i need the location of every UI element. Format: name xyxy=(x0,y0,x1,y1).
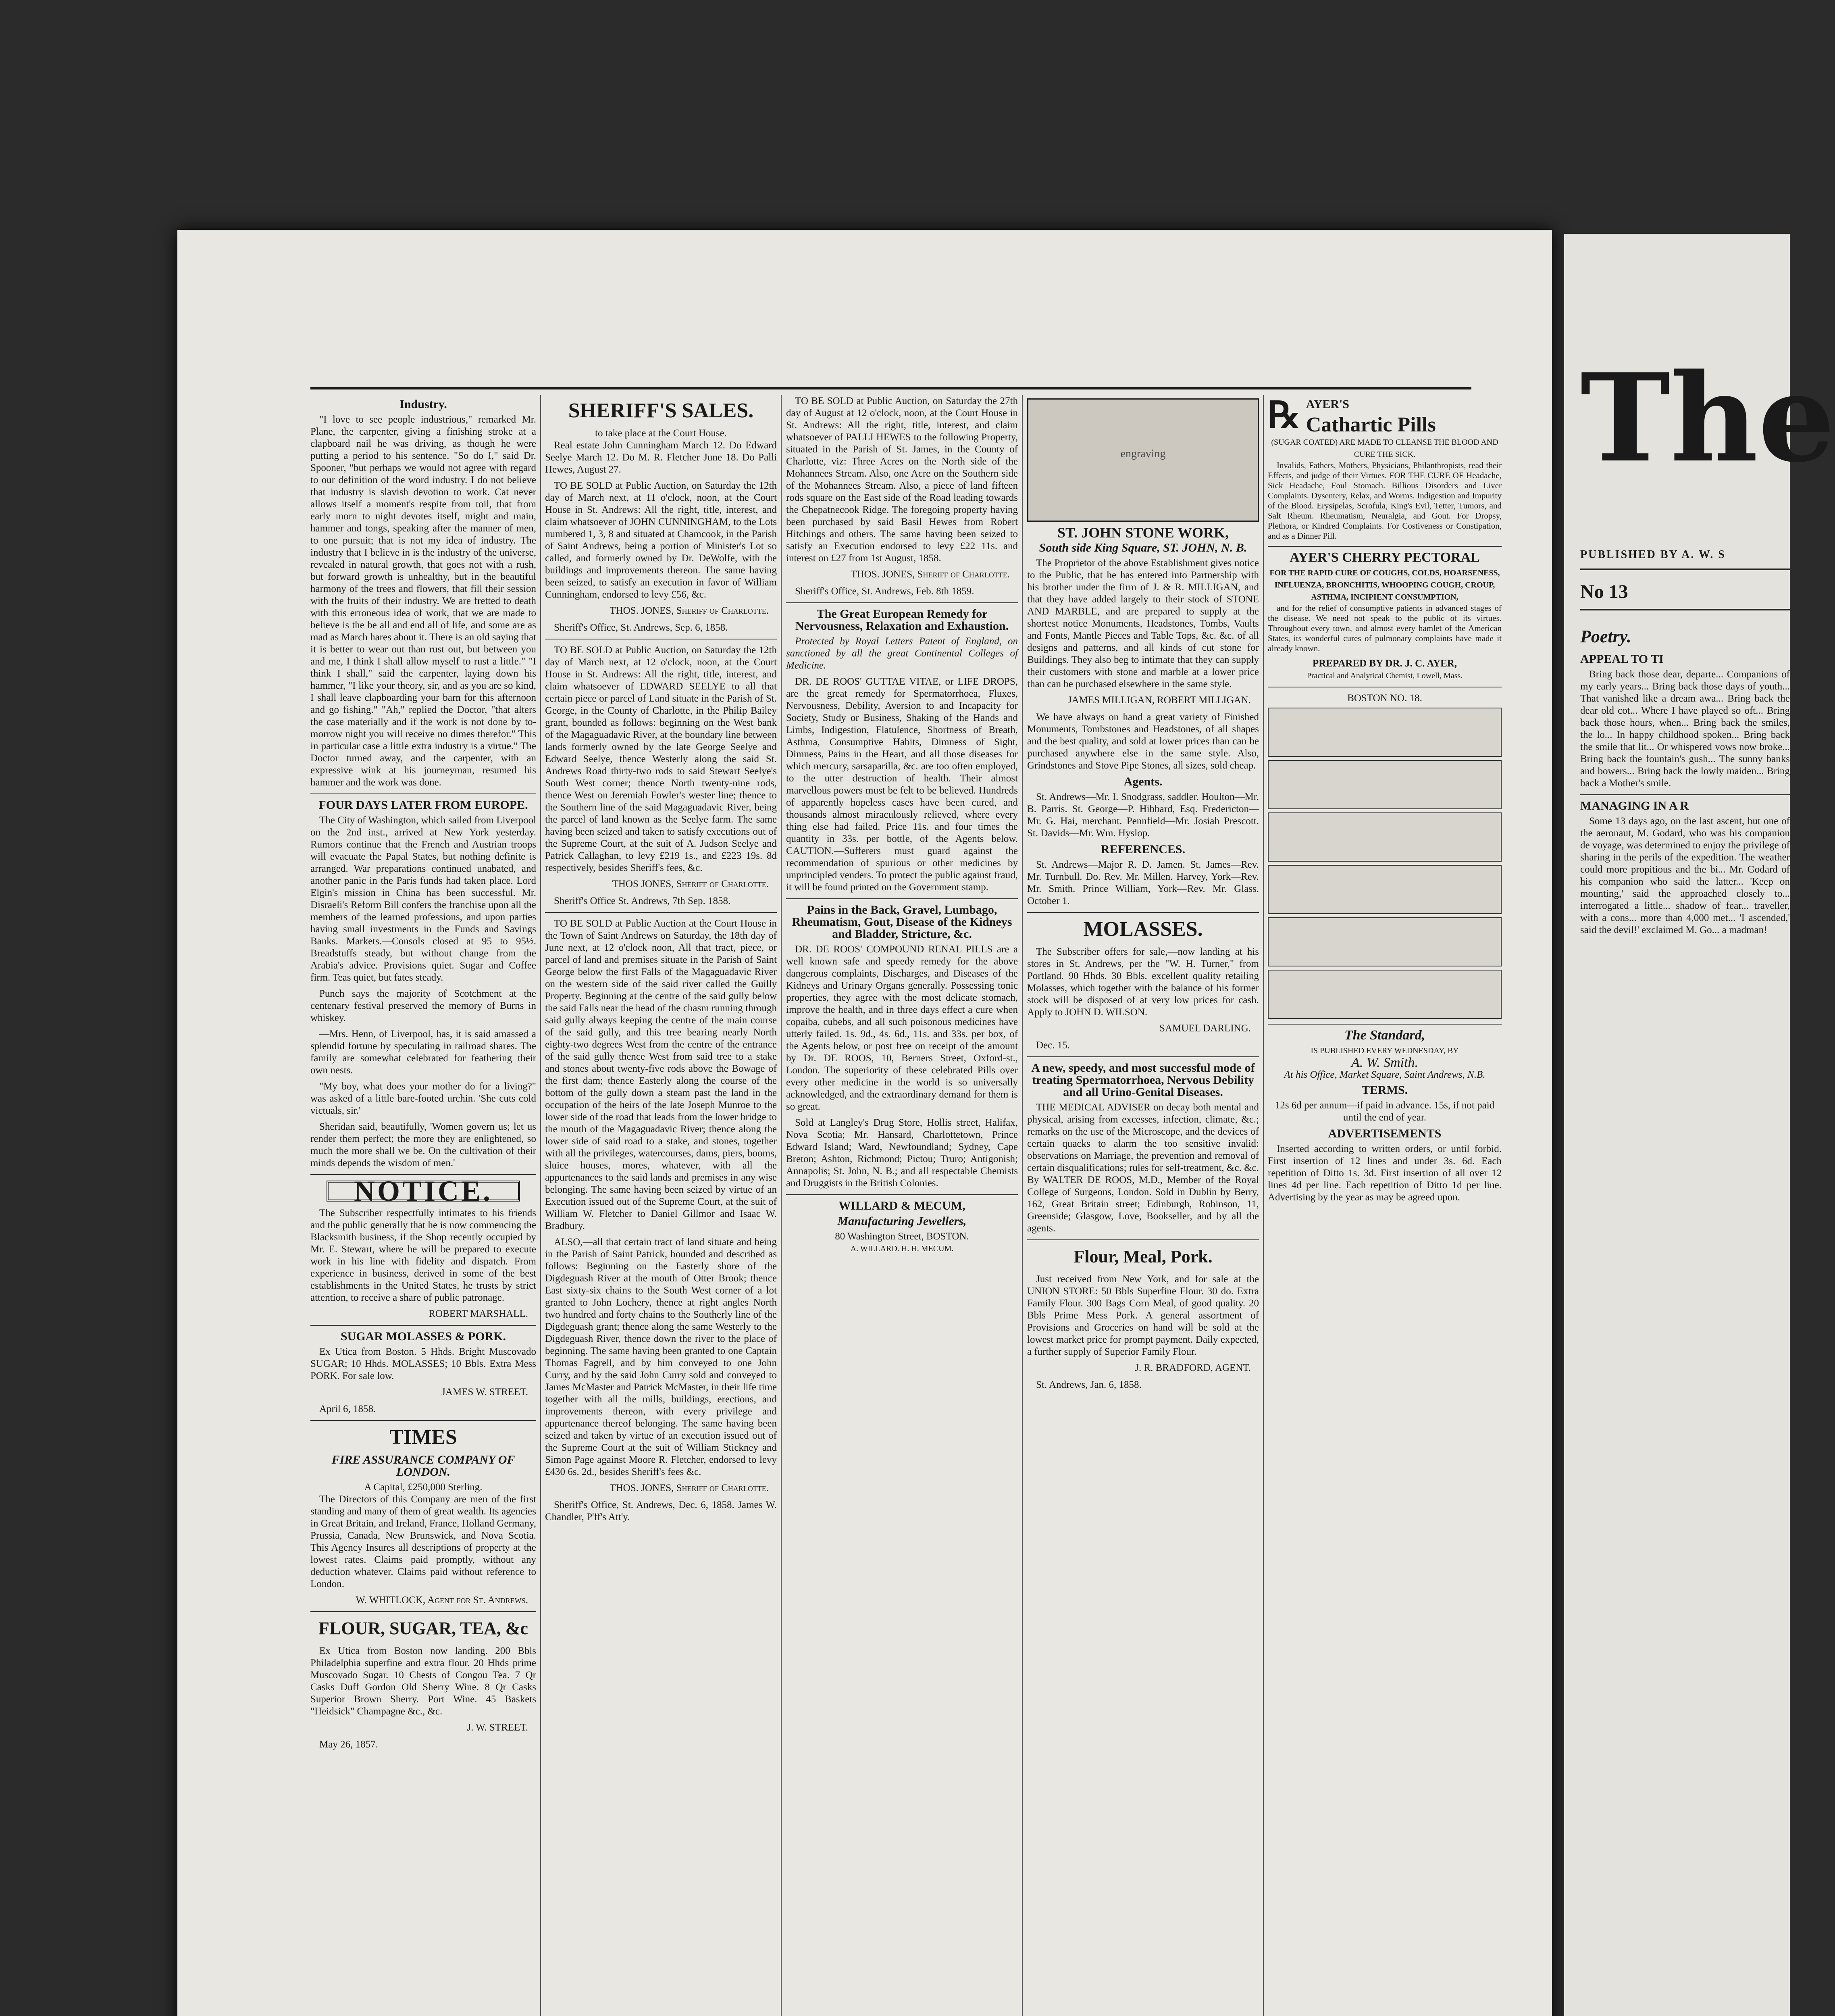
masthead: The xyxy=(1580,347,1835,489)
stonework-signature: JAMES MILLIGAN, ROBERT MILLIGAN. xyxy=(1067,695,1251,706)
divider xyxy=(310,1611,536,1612)
sale-1-date: Sheriff's Office, St. Andrews, Sep. 6, 1858. xyxy=(554,622,728,633)
terms-heading: TERMS. xyxy=(1361,1083,1408,1097)
times-capital: A Capital, £250,000 Sterling. xyxy=(364,1482,483,1493)
punch-text: Punch says the majority of Scotchment at the centenary festival preserved the memory of Burns in whiskey. xyxy=(310,988,536,1023)
header-rule xyxy=(310,387,1471,389)
column-divider xyxy=(1022,395,1023,2016)
henn-text: —Mrs. Henn, of Liverpool, has, it is said amassed a splendid fortune by speculating in railroad shares. The family are somewhat celebrated for feathering their own nests. xyxy=(310,1029,536,1076)
flour-meal-heading: Flour, Meal, Pork. xyxy=(1074,1247,1213,1266)
divider xyxy=(1268,546,1502,547)
ad-1-subheading: Protected by Royal Letters Patent of England, on sanctioned by all the great Continental Colleges of Medicine. xyxy=(786,636,1018,671)
sugar-signature: JAMES W. STREET. xyxy=(441,1387,528,1397)
times-heading: TIMES xyxy=(389,1426,457,1449)
divider xyxy=(310,793,536,794)
sale-5-date: Sheriff's Office, St. Andrews, Feb. 8th 1859. xyxy=(795,586,974,597)
header-rule-2 xyxy=(1580,569,1790,570)
times-text: The Directors of this Company are men of the first standing and many of them of great wealth. Its agencies in Great Britain, and Ireland, France, Holland Germany, Prussia, Canada, New Brunswick, and Nova Scotia. This Agency Insures all descriptions of property at the lowest rates. Claims paid promptly, without any deduction whatever. Claims paid without reference to London. xyxy=(310,1494,536,1589)
issue-number: No 13 xyxy=(1580,581,1628,602)
cherry-title: AYER'S CHERRY PECTORAL xyxy=(1290,550,1480,565)
divider xyxy=(786,1194,1018,1195)
boston-ad-4 xyxy=(1268,865,1502,914)
notice-signature: ROBERT MARSHALL. xyxy=(429,1308,528,1319)
sale-3-text: TO BE SOLD at Public Auction at the Court House in the Town of Saint Andrews on Saturday, the 18th day of June next, at 12 o'clock noon, All that tract, piece, or parcel of land and premises situate in the Parish of Saint George below the first Falls of the Magaguadavic River on the western side of the said river called the Guilly Property. Beginning at the centre of the said gully below the said Falls near the head of the chasm running through said gully always keeping the centre of the main course of the said gully, and this tree bearing nearly North eighty-two degrees West from the centre of the entrance of the said gully thence West from said tree to a stake and stones about twenty-five rods above the Bowage of the first dam; thence Easterly along the course of the bottom of the gully down a steam past the land in the occupation of the heirs of the late Joseph Munroe to the lower side of the road that leads from the lower bridge to the mouth of the Magaguadavic River; thence along the lower side of said road to a stake, and stones, together with all the privileges, watercourses, dams, piers, booms, sluice houses, mores, whatever, with all the appurtenances to the said lands and premises in any wise belonging. The same having been seized by virtue of an Execution issued out of the Supreme Court, at the suit of William W. Fletcher to Daniel Gillmor and Isaac W. Bradbury. xyxy=(545,918,777,1231)
divider xyxy=(310,1325,536,1326)
sale-2-text: TO BE SOLD at Public Auction, on Saturday the 12th day of March next, at 12 o'clock, noon, at the Court House in St. Andrews: All the right, title, interest, and claim whatsoever of EDWARD SEELYE to all that certain piece or parcel of Land situate in the Parish of St. George, in the County of Charlotte, in the Philip Bailey grant, bounded as follows: beginning on the West bank of the Magaguadavic River, at the boundary line between lands formerly owned by the late George Seelye and Edward Seelye, thence Westerly along the said St. Andrews Road thirty-two rods to said Stewart Seelye's South West corner; thence North twenty-nine rods, thence West on Jeremiah Fowler's wester line; thence to the Southern line of the said Magaguadavic River, being the parcel of land known as the Seelye farm. The same having been seized and taken to satisfy executions out of the Supreme Court, at the suit of A. Judson Seelye and Patrick Callaghan, to levy £219 1s., and £223 19s. 8d respectively, besides Sheriff's fees, &c. xyxy=(545,645,777,873)
jewellers-partners: A. WILLARD. H. H. MECUM. xyxy=(850,1244,954,1253)
standard-office: At his Office, Market Square, Saint Andrews, N.B. xyxy=(1284,1069,1485,1080)
flour-date: May 26, 1857. xyxy=(319,1739,378,1750)
boston-ad-2 xyxy=(1268,760,1502,809)
flour-meal-text: Just received from New York, and for sale at the UNION STORE: 50 Bbls Superfine Flour. 30 do. Extra Family Flour. 300 Bags Corn Meal, of good quality. 20 Bbls Prime Mess Pork. A general assortment of Provisions and Groceries on hand will be sold at the lowest market price for prompt payment. Daily expected, a further supply of Superior Family Flour. xyxy=(1027,1274,1259,1357)
sheriff-sales-title: SHERIFF'S SALES. xyxy=(568,399,754,422)
ad-1-heading: The Great European Remedy for Nervousness, Relaxation and Exhaustion. xyxy=(795,607,1009,633)
sale-5-signature: THOS. JONES, Sheriff of Charlotte. xyxy=(851,569,1010,580)
agents-heading: Agents. xyxy=(1123,775,1163,788)
news-title: FOUR DAYS LATER FROM EUROPE. xyxy=(318,798,528,812)
ayer-place: Practical and Analytical Chemist, Lowell, Mass. xyxy=(1307,671,1463,680)
poem-text: Bring back those dear, departe... Companions of my early years... Bring back those days of youth... That vanished like a dream awa... Bring back the dear old cot... Where I have played so oft... Bring back those hours, when... Bring back the smiles, the lo... In happy childhood spoken... Bring back the smile that lit... Or whispered vows now broke... Bring back the fountain's gush... The sunny banks and bowers... Bring back the lowly maiden... Bring back a Mother's smile. xyxy=(1580,669,1790,789)
sale-4-date: Sheriff's Office, St. Andrews, Dec. 6, 1858. James W. Chandler, P'ff's Att'y. xyxy=(545,1500,777,1522)
stonework-more: We have always on hand a great variety of Finished Monuments, Tombstones and Headstones, of all shapes and the best quality, and sold at lower prices than can be purchased anywhere else in the same style. Also, Grindstones and Stove Pipe Stones, all sizes, sold cheap. xyxy=(1027,712,1259,771)
sale-5-text: TO BE SOLD at Public Auction, on Saturday the 27th day of August at 12 o'clock, noon, at the Court House in St. Andrews: All the right, title, interest, and claim whatsoever of PALLI HEWES to the following Property, situated in the Parish of St. James, in the County of Charlotte, viz: Three Acres on the North side of the Mohannees Stream. Also, one Acre on the Southern side of the Mohannees Stream. Also, a piece of land fifteen rods square on the East side of the Road leading towards the Chepatnecook Ridge. The foregoing property having been purchased by said Basil Hewes from Robert Hitchings and others. The same having been seized to satisfy an Execution endorsed to levy £22 11s. and interest on £27 from 1st August, 1858. xyxy=(786,396,1018,564)
sale-2-date: Sheriff's Office St. Andrews, 7th Sep. 1858. xyxy=(554,896,731,906)
stonework-subtitle: South side King Square, ST. JOHN, N. B. xyxy=(1039,541,1247,554)
flour-signature: J. W. STREET. xyxy=(467,1722,528,1733)
boston-ad-6 xyxy=(1268,970,1502,1019)
divider xyxy=(1268,1024,1502,1025)
agents-text: St. Andrews—Mr. I. Snodgrass, saddler. Houlton—Mr. B. Parris. St. George—P. Hibbard, Esq. Fredericton—Mr. G. Hai, merchant. Pennfield—Mr. Josiah Prescott. St. Davids—Mr. Wm. Hyslop. xyxy=(1027,791,1259,839)
ayer-text: Invalids, Fathers, Mothers, Physicians, Philanthropists, read their Effects, and judge of their Virtues. FOR THE CURE OF Headache, Sick Headache, Foul Stomach. Billious Disorders and Liver Complaints. Dysentery, Relax, and Worms. Indigestion and Impurity of the Blood. Erysipelas, Scrofula, King's Evil, Tetter, Tumors, and Salt Rheum. Rheumatism, Neuralgia, and Gout. For Dropsy, Plethora, or Kindred Complaints. For Costiveness or Constipation, and as a Dinner Pill. xyxy=(1268,460,1502,541)
boston-heading: BOSTON NO. 18. xyxy=(1347,693,1422,704)
column-5 xyxy=(1268,395,1502,2016)
divider xyxy=(786,602,1018,603)
standard-text: IS PUBLISHED EVERY WEDNESDAY, BY xyxy=(1311,1046,1459,1055)
medical-text: THE MEDICAL ADVISER on decay both mental and physical, arising from excesses, infection, climate, &c.; remarks on the use of the Microscope, and the devices of certain quacks to alarm the too sensitive invalid: observations on Marriage, the prevention and removal of certain disqualifications; rules for self-treatment, &c. &c. By WALTER DE ROOS, M.D., Member of the Royal College of Surgeons, London. Sold in Dublin by Berry, 162, Great Britain street; Edinburgh, Robinson, 11, Greenside; Glasgow, Love, Bookseller, and by all the agents. xyxy=(1027,1102,1259,1234)
flour-meal-signature: J. R. BRADFORD, AGENT. xyxy=(1135,1362,1251,1373)
ad-1-text: DR. DE ROOS' GUTTAE VITAE, or LIFE DROPS, are the great remedy for Spermatorrhoea, Fluxes, Nervousness, Debility, Aversion to and Incapacity for Society, Study or Business, Shaking of the Hands and Limbs, Indigestion, Flatulence, Shortness of Breath, Asthma, Consumptive Habits, Dimness of Sight, Dimness, Pains in the Heart, and all those diseases for which mercury, sarsaparilla, &c. are too often employed, to the utter destruction of health. Their almost marvellous powers must be felt to be believed. Hundreds of apparently hopeless cases have been cured, and thousands almost miraculously relieved, where every thing else had failed. Price 11s. and four times the quantity in 33s. per bottle, of the Agents below. CAUTION.—Sufferers must guard against the recommendation of spurious or other medicines by unprincipled venders. To protect the public against fraud, it will be found printed on the Government stamp. xyxy=(786,676,1018,893)
story-text: "I love to see people industrious," remarked Mr. Plane, the carpenter, giving a finishing stroke at a clapboard nail he was driving, as though he were putting a period to his sentence. "So do I," said Dr. Spooner, "but perhaps we would not agree with regard to our definition of the word industry. I do not believe that industry is slavish devotion to work. Cat never allows itself a moment's respite from toil, that from early morn to night devotes itself, might and main, hammer and tongs, speaking after the manner of men, to one pursuit; that is not my idea of industry. The industry that I believe in is the industry of the universe, revealed in natural growth, that goes not with a rush, but forward growth is unhealthy, but in the beautiful harmony of the trees and flowers, that fill their session with the fruits of their industry. We are fretted to death with this erroneous idea of work, that we are made to believe is the be all and end all of life, and some are as mad as March hares about it. There is an old saying that it is better to wear out than rust out, but between you and me, I think I shall allow myself to rust a little." "I think I shall," said the carpenter, laying down his hammer, "I like your theory, sir, and as you are so kind, I shall leave clapboarding your barn for this afternoon and go fishing." "Ah," replied the Doctor, "that alters the case materially and if the work is not done by to-morrow night you will receive no dimes therefor." This in particular case a little extra industry is a virtue." The Doctor turned away, and the carpenter, with an expressive wink at his journeyman, resumed his hammer and the work was done. xyxy=(310,414,536,788)
news-text: The City of Washington, which sailed from Liverpool on the 2nd inst., arrived at New York yesterday. Rumors continue that the French and Austrian troops will evacuate the Papal States, but nothing definite is arranged. War preparations continued unabated, and another panic in the Paris funds had taken place. Lord Elgin's mission in China has been successful. Mr. Disraeli's Reform Bill confers the franchise upon all the members of the learned professions, and upon parties having small investments in the Funds and Savings Banks. Markets.—Consols closed at 95 to 95½. Breadstuffs steady, but without change from the Arabia's advice. Provisions quiet. Sugar and Coffee firm. Teas quiet, but fates steady. xyxy=(310,815,536,983)
column-2 xyxy=(545,395,777,2016)
divider xyxy=(1580,794,1790,795)
sheriff-sales-subtitle: to take place at the Court House. xyxy=(595,428,727,439)
rx-icon: ℞ xyxy=(1268,396,1300,435)
divider xyxy=(786,898,1018,899)
column-3 xyxy=(786,395,1018,2016)
ayer-subtitle: (SUGAR COATED) ARE MADE TO CLEANSE THE BLOOD AND CURE THE SICK. xyxy=(1271,438,1498,459)
story-heading-2: MANAGING IN A R xyxy=(1580,799,1689,812)
story-title: Industry. xyxy=(399,398,447,411)
standard-publisher: A. W. Smith. xyxy=(1351,1055,1418,1070)
molasses-text: The Subscriber offers for sale,—now landing at his stores in St. Andrews, per the "W. H. Turner," from Portland. 90 Hhds. 30 Bbls. excellent quality retailing Molasses, which together with the balance of his former stock will be disposed of at very low prices for cash. Apply to JOHN D. WILSON. xyxy=(1027,946,1259,1018)
sugar-text: Ex Utica from Boston. 5 Hhds. Bright Muscovado SUGAR; 10 Hhds. MOLASSES; 10 Bbls. Extra Mess PORK. For sale low. xyxy=(310,1346,536,1381)
molasses-signature: SAMUEL DARLING. xyxy=(1159,1023,1251,1034)
publisher-line: PUBLISHED BY A. W. S xyxy=(1580,548,1726,561)
advertisements-text: Inserted according to written orders, or until forbid. First insertion of 12 lines and under 3s. 6d. Each repetition of Ditto 1s. 3d. First insertion of all over 12 lines 4d per line. Each repetition of Ditto 1d per line. Advertising by the year as may be agreed upon. xyxy=(1268,1143,1502,1203)
medical-heading: A new, speedy, and most successful mode of treating Spermatorrhoea, Nervous Debility and all Urino-Genital Diseases. xyxy=(1031,1061,1255,1099)
sale-1-text: TO BE SOLD at Public Auction, on Saturday the 12th day of March next, at 11 o'clock, noon, at the Court House in St. Andrews: All the right, title, interest, and claim whatsoever of JOHN CUNNINGHAM, to the Lots numbered 1, 3, 8 and situated at Chamcook, in the Parish of Saint Andrews, being a portion of Minister's Lot so called, and formerly owned by Dr. DeWolfe, with the buildings and improvements thereon. The same having been seized, to satisfy an execution in favor of William Cunningham, endorsed to levy £56, &c. xyxy=(545,480,777,600)
poetry-heading: Poetry. xyxy=(1580,627,1631,646)
divider xyxy=(545,912,777,913)
stonework-text: The Proprietor of the above Establishment gives notice to the Public, that he has entered into Partnership with his brother under the firm of J. & R. MILLIGAN, and that they have added largely to their stock of STONE AND MARBLE, and are prepared to supply at the shortest notice Monuments, Headstones, Tombs, Vaults and Fonts, Mantle Pieces and Table Tops, &c. &c. of all designs and patterns, and all kinds of cut stone for Buildings. They also beg to intimate that they can supply their customers with stone and marble at a lower price than can be purchased elsewhere in the same style. xyxy=(1027,558,1259,689)
boston-ads xyxy=(1268,708,1502,1019)
ayer-title: Cathartic Pills xyxy=(1306,413,1436,436)
advertisements-heading: ADVERTISEMENTS xyxy=(1328,1127,1442,1140)
poem-title: APPEAL TO TI xyxy=(1580,652,1664,666)
stonework-engraving xyxy=(1027,398,1259,522)
divider xyxy=(1027,912,1259,913)
times-subheading: FIRE ASSURANCE COMPANY OF LONDON. xyxy=(331,1453,515,1479)
boy-text: "My boy, what does your mother do for a living?" was asked of a little bare-footed urchin. 'She cuts cold victuals, sir.' xyxy=(310,1081,536,1116)
molasses-date: Dec. 15. xyxy=(1036,1040,1070,1051)
adjacent-page xyxy=(1564,234,1835,2016)
notice-text: The Subscriber respectfully intimates to his friends and the public generally that he is now commencing the Blacksmith business, if the Shop recently occupied by Mr. E. Stewart, where he will be prepared to execute work in his line with fidelity and dispatch. From experience in business, derived in some of the best establishments in the United States, he trusts by strict attention, to receive a share of public patronage. xyxy=(310,1208,536,1303)
boston-ad-1 xyxy=(1268,708,1502,757)
references-text: St. Andrews—Major R. D. Jamen. St. James—Rev. Mr. Turnbull. Do. Rev. Mr. Millen. Harvey, York—Rev. Mr. Smith. Prince William, York—Rev. Mr. Glass. October 1. xyxy=(1027,859,1259,906)
column-1 xyxy=(310,395,536,2016)
column-divider xyxy=(1263,395,1264,2016)
times-signature: W. WHITLOCK, Agent for St. Andrews. xyxy=(356,1595,528,1606)
sale-4-text: ALSO,—all that certain tract of land situate and being in the Parish of Saint Patrick, bounded and described as follows: Beginning on the Easterly shore of the Digdeguash River at the mouth of Otter Brook; thence East sixty-six chains to the South West corner of a lot granted to John Lochery, thence at right angles North two hundred and forty chains to the Southerly line of the Digdeguash grant; thence along the same Westerly to the Digdeguash River, thence down the river to the place of beginning. The same having been granted to one Captain Thomas Fagrell, and by him conveyed to one John Curry, and by the said John Curry sold and conveyed to James McMaster and Patrick McMaster, in their life time together with all the mills, buildings, erections, and improvements thereon, with every privilege and appurtenance thereof belonging. The same having been seized and taken by virtue of an execution issued out of the Supreme Court at the suit of William Stickney and Simon Page against Moore R. Fletcher, endorsed to levy £430 6s. 2d., besides Sheriff's fees &c. xyxy=(545,1237,777,1477)
cherry-subtitle: FOR THE RAPID CURE OF COUGHS, COLDS, HOARSENESS, INFLUENZA, BRONCHITIS, WHOOPING COUGH, CROUP, ASTHMA, INCIPIENT CONSUMPTION, xyxy=(1269,569,1500,602)
sugar-heading: SUGAR MOLASSES & PORK. xyxy=(340,1330,506,1343)
ad-2-text: DR. DE ROOS' COMPOUND RENAL PILLS are a well known safe and speedy remedy for the above dangerous complaints, Discharges, and Diseases of the Kidneys and Urinary Organs generally. Possessing tonic properties, they agree with the most delicate stomach, improve the health, and in three days effect a cure when copaiba, cubebs, and all such poisonous medicines have utterly failed. 1s. 9d., 4s. 6d., 11s. and 33s. per box, of the Agents below, or post free on receipt of the amount by Dr. DE ROOS, 10, Berners Street, Oxford-st., London. The superiority of these celebrated Pills over every other medicine in the world is so universally acknowledged, and the extraordinary demand for them is so great. xyxy=(786,944,1018,1112)
ayer-name: AYER'S xyxy=(1306,398,1349,411)
sale-2-signature: THOS JONES, Sheriff of Charlotte. xyxy=(612,879,769,889)
flour-text: Ex Utica from Boston now landing. 200 Bbls Philadelphia superfine and extra flour. 20 Hhds prime Muscovado Sugar. 10 Chests of Congou Tea. 7 Qr Casks Duff Gordon Old Sherry Wine. 8 Qr Casks Superior Brown Sherry. Port Wine. 45 Baskets "Heidsick" Champagne &c., &c. xyxy=(310,1645,536,1717)
ayer-header xyxy=(1268,395,1502,436)
sheridan-text: Sheridan said, beautifully, 'Women govern us; let us render them perfect; the more they are enlightened, so much the more shall we be. On the cultivation of their minds depends the wisdom of men.' xyxy=(310,1121,536,1168)
stonework-title: ST. JOHN STONE WORK, xyxy=(1057,525,1229,541)
sheriff-schedule: Real estate John Cunningham March 12. Do Edward Seelye March 12. Do M. R. Fletcher June 18. Do Palli Hewes, August 27. xyxy=(545,440,777,475)
newspaper-page xyxy=(177,230,1552,2016)
standard-heading: The Standard, xyxy=(1344,1028,1425,1043)
column-divider xyxy=(540,395,541,2016)
divider xyxy=(310,1420,536,1421)
molasses-heading: MOLASSES. xyxy=(1083,918,1203,941)
jewellers-sub: Manufacturing Jewellers, xyxy=(837,1214,967,1228)
sale-4-signature: THOS. JONES, Sheriff of Charlotte. xyxy=(610,1483,769,1493)
sugar-date: April 6, 1858. xyxy=(319,1404,376,1414)
jewellers-name: WILLARD & MECUM, xyxy=(838,1199,965,1212)
engraving-caption: engraving xyxy=(1120,448,1166,460)
header-rule-3 xyxy=(1580,609,1790,610)
story-text-2: Some 13 days ago, on the last ascent, but one of the aeronaut, M. Godard, who was his companion de voyage, was determined to enjoy the privilege of sharing in the perils of the expedition. The weather could more propitious and the bi... Mr. Godard of his companion who said the latter... 'Keep on mounting,' said the approached closely to... interrogated a little... shadow of fear... traveller, with a cons... more than 4,000 met... 'I ascended,' said the devil!' exclaimed M. Go... a madman! xyxy=(1580,816,1790,935)
flour-meal-date: St. Andrews, Jan. 6, 1858. xyxy=(1036,1379,1142,1390)
cherry-text: and for the relief of consumptive patients in advanced stages of the disease. We need not speak to the public of its virtues. Throughout every town, and almost every hamlet of the American States, its wonderful cures of pulmonary complaints have made it already known. xyxy=(1268,603,1502,653)
boston-ad-5 xyxy=(1268,917,1502,966)
flour-heading: FLOUR, SUGAR, TEA, &c xyxy=(318,1618,528,1638)
divider xyxy=(1027,1239,1259,1240)
terms-text: 12s 6d per annum—if paid in advance. 15s, if not paid until the end of year. xyxy=(1275,1100,1495,1123)
boston-ad-3 xyxy=(1268,812,1502,862)
notice-heading: NOTICE. xyxy=(327,1181,520,1202)
ad-2-heading: Pains in the Back, Gravel, Lumbago, Rheumatism, Gout, Disease of the Kidneys and Bladder, Stricture, &c. xyxy=(792,903,1012,941)
adjacent-column xyxy=(1580,621,1790,2016)
sale-1-signature: THOS. JONES, Sheriff of Charlotte. xyxy=(610,605,769,616)
divider xyxy=(1027,1056,1259,1057)
references-heading: REFERENCES. xyxy=(1101,843,1186,856)
jewellers-address: 80 Washington Street, BOSTON. xyxy=(835,1231,969,1242)
column-divider xyxy=(781,395,782,2016)
column-4 xyxy=(1027,395,1259,2016)
ayer-prepared: PREPARED BY DR. J. C. AYER, xyxy=(1312,658,1457,669)
ad-2-agents: Sold at Langley's Drug Store, Hollis street, Halifax, Nova Scotia; Mr. Hansard, Charlottetown, Prince Edward Island; Ward, Newfoundland; Sydney, Cape Breton; Ashton, Richmond; Pictou; Truro; Antigonish; Annapolis; St. John, N. B.; and all respectable Chemists and Druggists in the British Colonies. xyxy=(786,1117,1018,1189)
